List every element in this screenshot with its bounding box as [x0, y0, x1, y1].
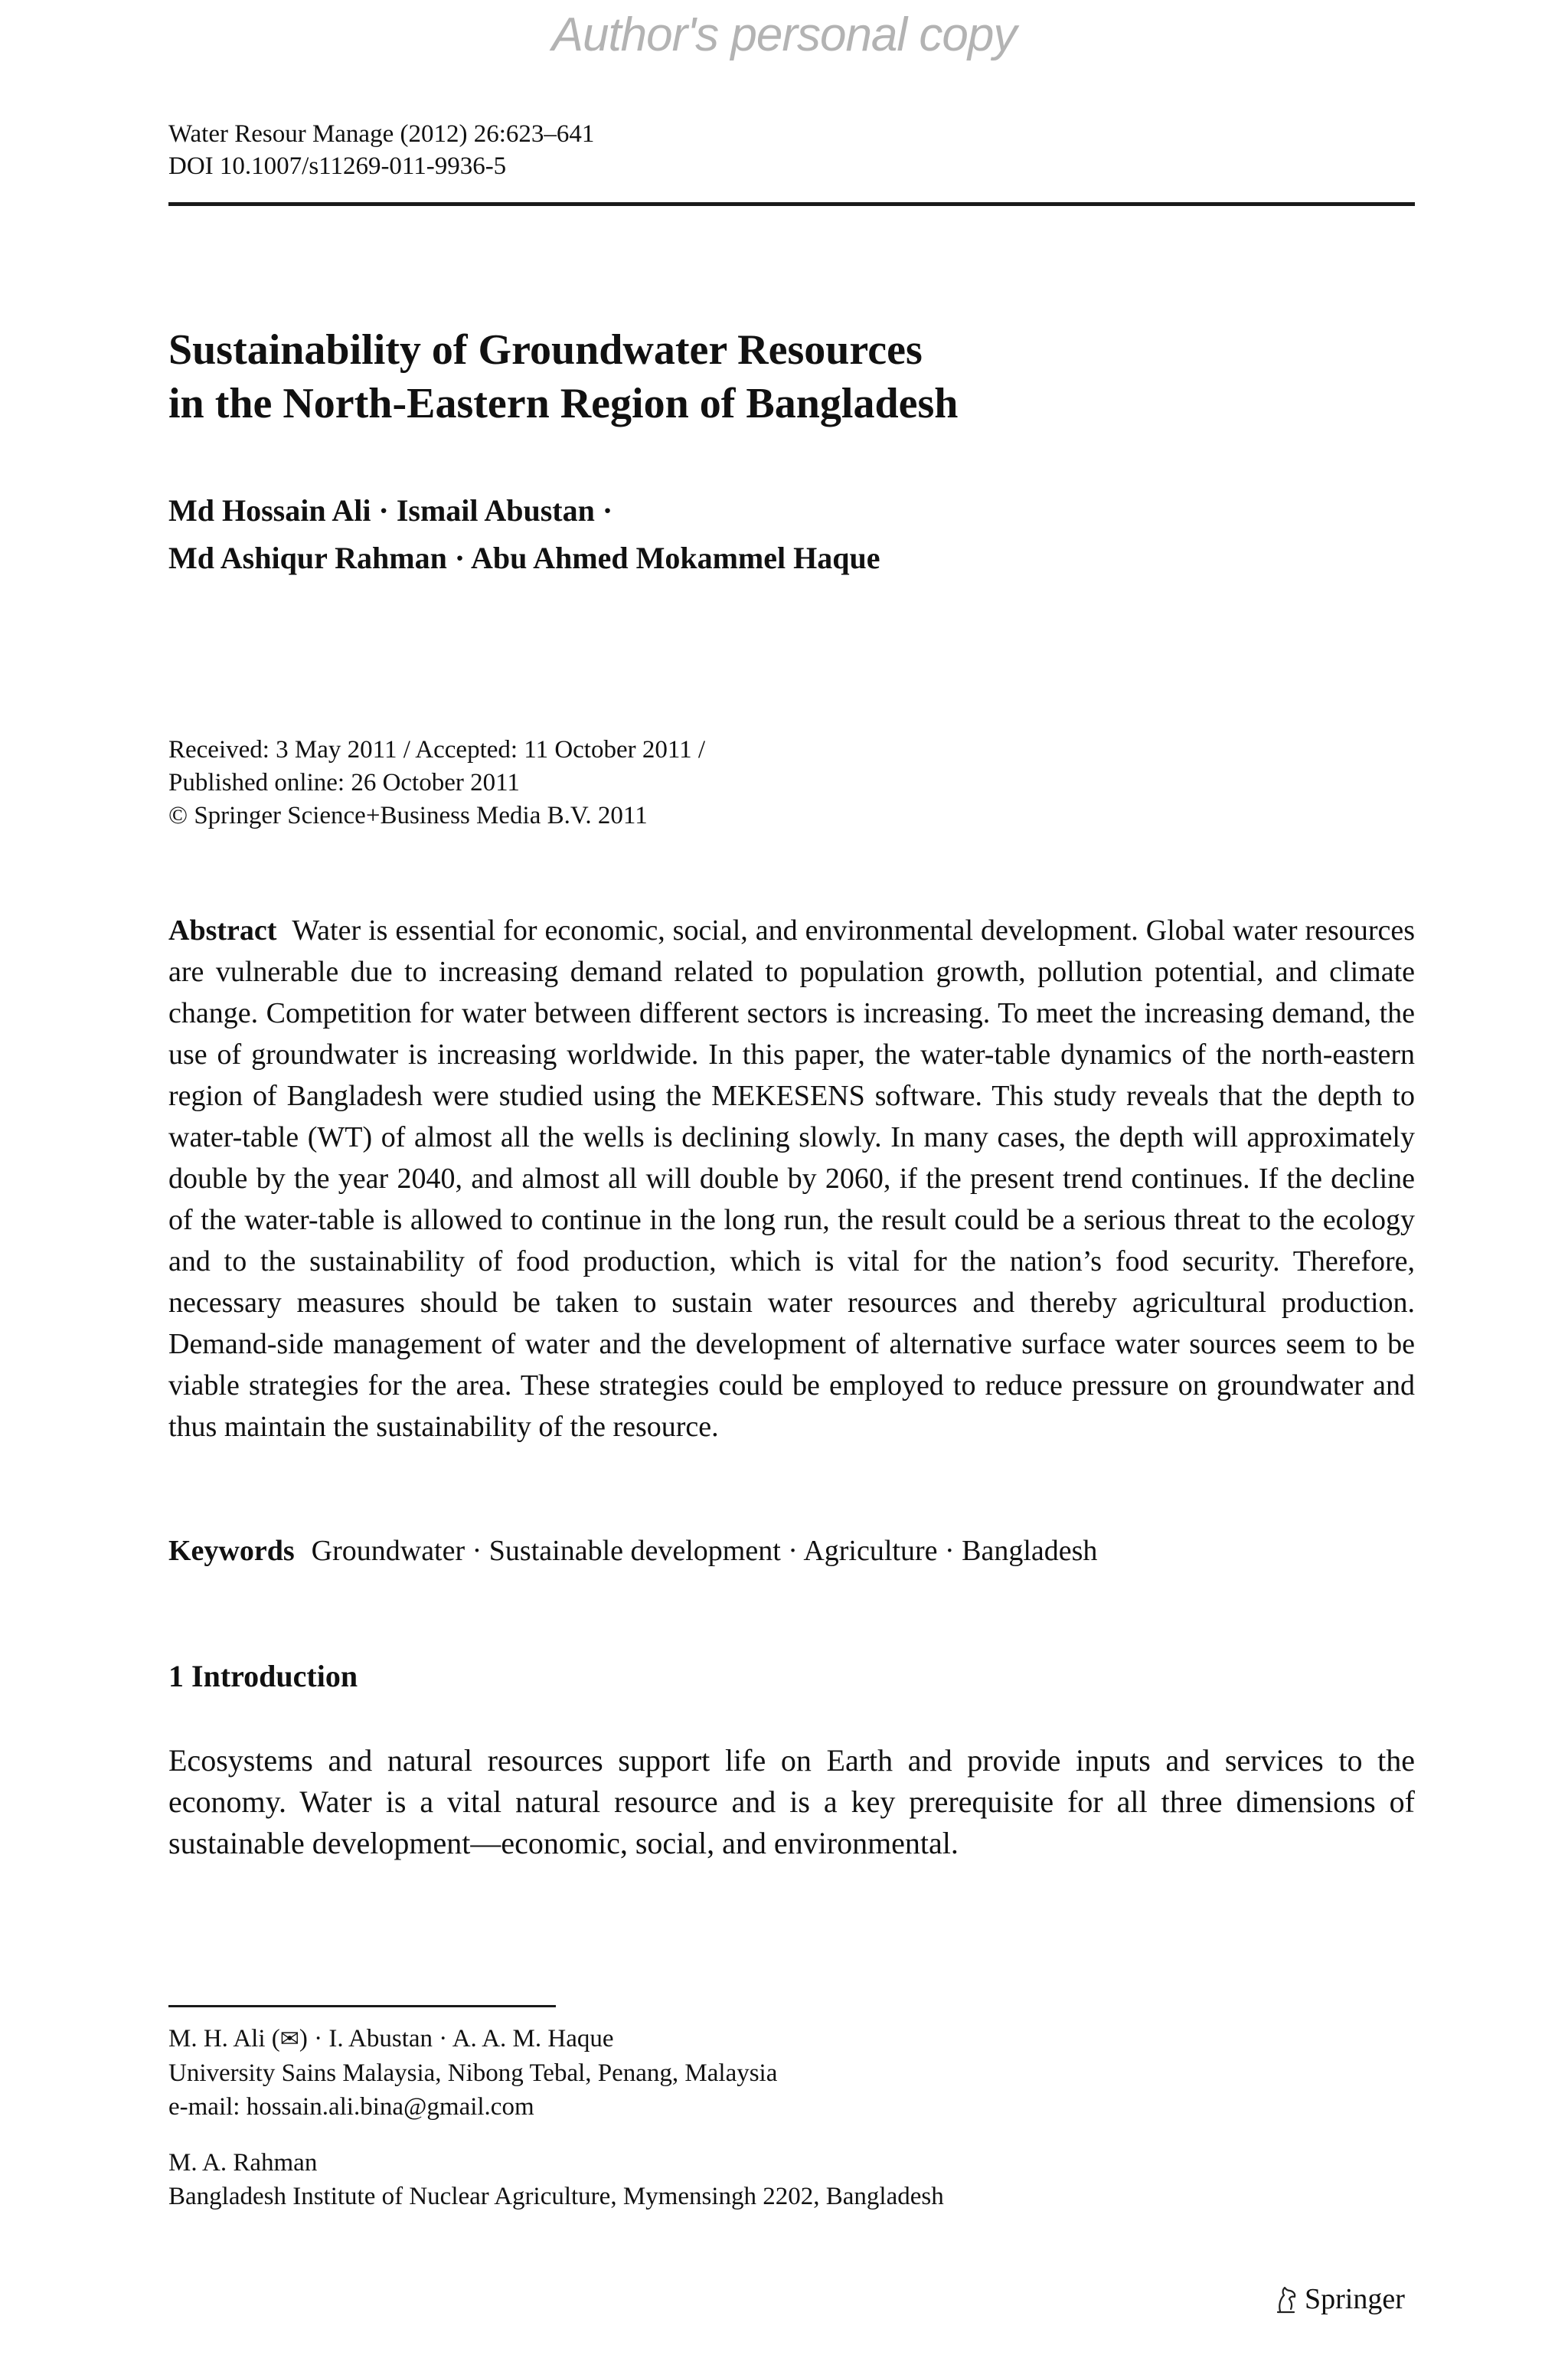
copyright-line: © Springer Science+Business Media B.V. 2011	[168, 802, 648, 829]
affiliation-1-names-post: ) · I. Abustan · A. A. M. Haque	[299, 2025, 614, 2053]
springer-horse-icon	[1274, 2284, 1298, 2314]
affiliation-1-names	[168, 2022, 777, 2056]
abstract-label: Abstract	[168, 914, 277, 947]
journal-info	[168, 118, 594, 182]
keywords	[168, 1530, 1097, 1572]
affiliation-2	[168, 2146, 944, 2213]
journal-doi: DOI 10.1007/s11269-011-9936-5	[168, 152, 507, 180]
footnote-rule	[168, 2005, 556, 2007]
keywords-label: Keywords	[168, 1535, 295, 1567]
affiliation-1-institution: University Sains Malaysia, Nibong Tebal, Penang, Malaysia	[168, 2059, 778, 2087]
title-line-2: in the North-Eastern Region of Bangladesh	[168, 380, 959, 427]
affiliation-2-names: M. A. Rahman	[168, 2149, 318, 2177]
affiliation-1	[168, 2022, 777, 2124]
affiliation-1-email: e-mail: hossain.ali.bina@gmail.com	[168, 2093, 534, 2121]
envelope-icon: ✉	[279, 2026, 299, 2052]
publisher-name: Springer	[1305, 2283, 1405, 2315]
section-heading-introduction: 1 Introduction	[168, 1659, 358, 1693]
affiliation-2-institution: Bangladesh Institute of Nuclear Agriculture, Mymensingh 2202, Bangladesh	[168, 2183, 944, 2210]
publisher-logo	[1274, 2282, 1405, 2316]
watermark: Author's personal copy	[551, 8, 1017, 61]
affiliation-1-names-pre: M. H. Ali (	[168, 2025, 280, 2053]
keywords-text: Groundwater · Sustainable development · Agriculture · Bangladesh	[311, 1535, 1098, 1567]
title-line-1: Sustainability of Groundwater Resources	[168, 326, 923, 374]
authors-line-2: Md Ashiqur Rahman · Abu Ahmed Mokammel Haque	[168, 541, 880, 575]
dates-line-1: Received: 3 May 2011 / Accepted: 11 October 2011 /	[168, 736, 706, 764]
header-rule	[168, 202, 1415, 206]
abstract	[168, 910, 1415, 1447]
publication-dates	[168, 734, 705, 832]
dates-line-2: Published online: 26 October 2011	[168, 769, 520, 796]
paper-title	[168, 323, 958, 430]
author-list	[168, 487, 880, 582]
authors-line-1: Md Hossain Ali · Ismail Abustan ·	[168, 493, 613, 528]
journal-citation: Water Resour Manage (2012) 26:623–641	[168, 120, 595, 148]
abstract-text: Water is essential for economic, social, and environmental development. Global water resources are vulnerable due to increasing demand related to population growth, pollution potential, and climate change. Competition for water between different sectors is increasing. To meet the increasing demand, the use of groundwater is increasing worldwide. In this paper, the water-table dynamics of the north-eastern region of Bangladesh were studied using the MEKESENS software. This study reveals that the depth to water-table (WT) of almost all the wells is declining slowly. In many cases, the depth will approximately double by the year 2040, and almost all will double by 2060, if the present trend continues. If the decline of the water-table is allowed to continue in the long run, the result could be a serious threat to the ecology and to the sustainability of food production, which is vital for the nation’s food security. Therefore, necessary measures should be taken to sustain water resources and thereby agricultural production. Demand-side management of water and the development of alternative surface water sources seem to be viable strategies for the area. These strategies could be employed to reduce pressure on groundwater and thus maintain the sustainability of the resource.	[168, 914, 1415, 1443]
introduction-paragraph: Ecosystems and natural resources support life on Earth and provide inputs and services to the economy. Water is a vital natural resource and is a key prerequisite for all three dimensions of sustainable development—economic, social, and environmental.	[168, 1743, 1415, 1860]
